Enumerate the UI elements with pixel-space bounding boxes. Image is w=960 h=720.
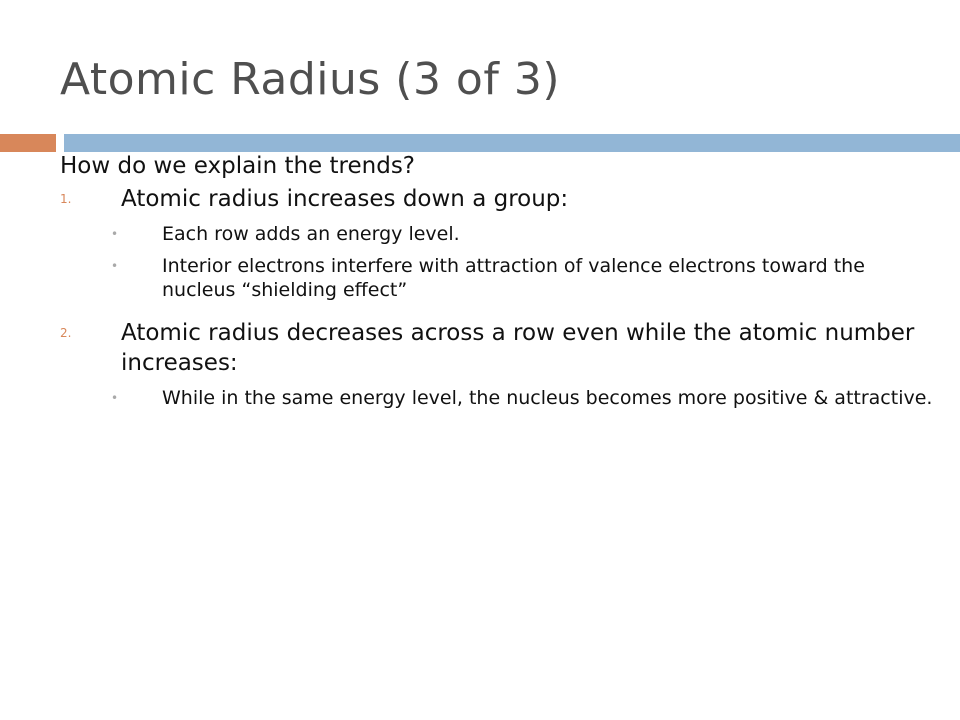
bullet-dot-icon: • [111,391,119,405]
sub-bullet [60,386,940,410]
item-number: 2. [60,326,72,340]
sub-bullet [60,222,940,246]
bullet-dot-icon: • [111,259,119,273]
item-text: Atomic radius increases down a group: [121,186,569,212]
bullet-text: Interior electrons interfere with attraction of valence electrons toward the nucleus “shielding effect” [162,255,865,301]
bullet-dot-icon: • [111,227,119,241]
item-text: Atomic radius decreases across a row even while the atomic number increases: [121,320,915,376]
numbered-item-2 [60,318,940,378]
bullet-text: Each row adds an energy level. [162,223,460,245]
lead-question: How do we explain the trends? [60,153,416,179]
sub-bullet [60,254,940,302]
slide-body [60,150,940,410]
numbered-item-1 [60,184,940,214]
bullet-text: While in the same energy level, the nucleus becomes more positive & attractive. [162,387,933,409]
slide-title: Atomic Radius (3 of 3) [60,54,560,105]
item-number: 1. [60,192,72,206]
accent-bar-orange [0,134,56,152]
